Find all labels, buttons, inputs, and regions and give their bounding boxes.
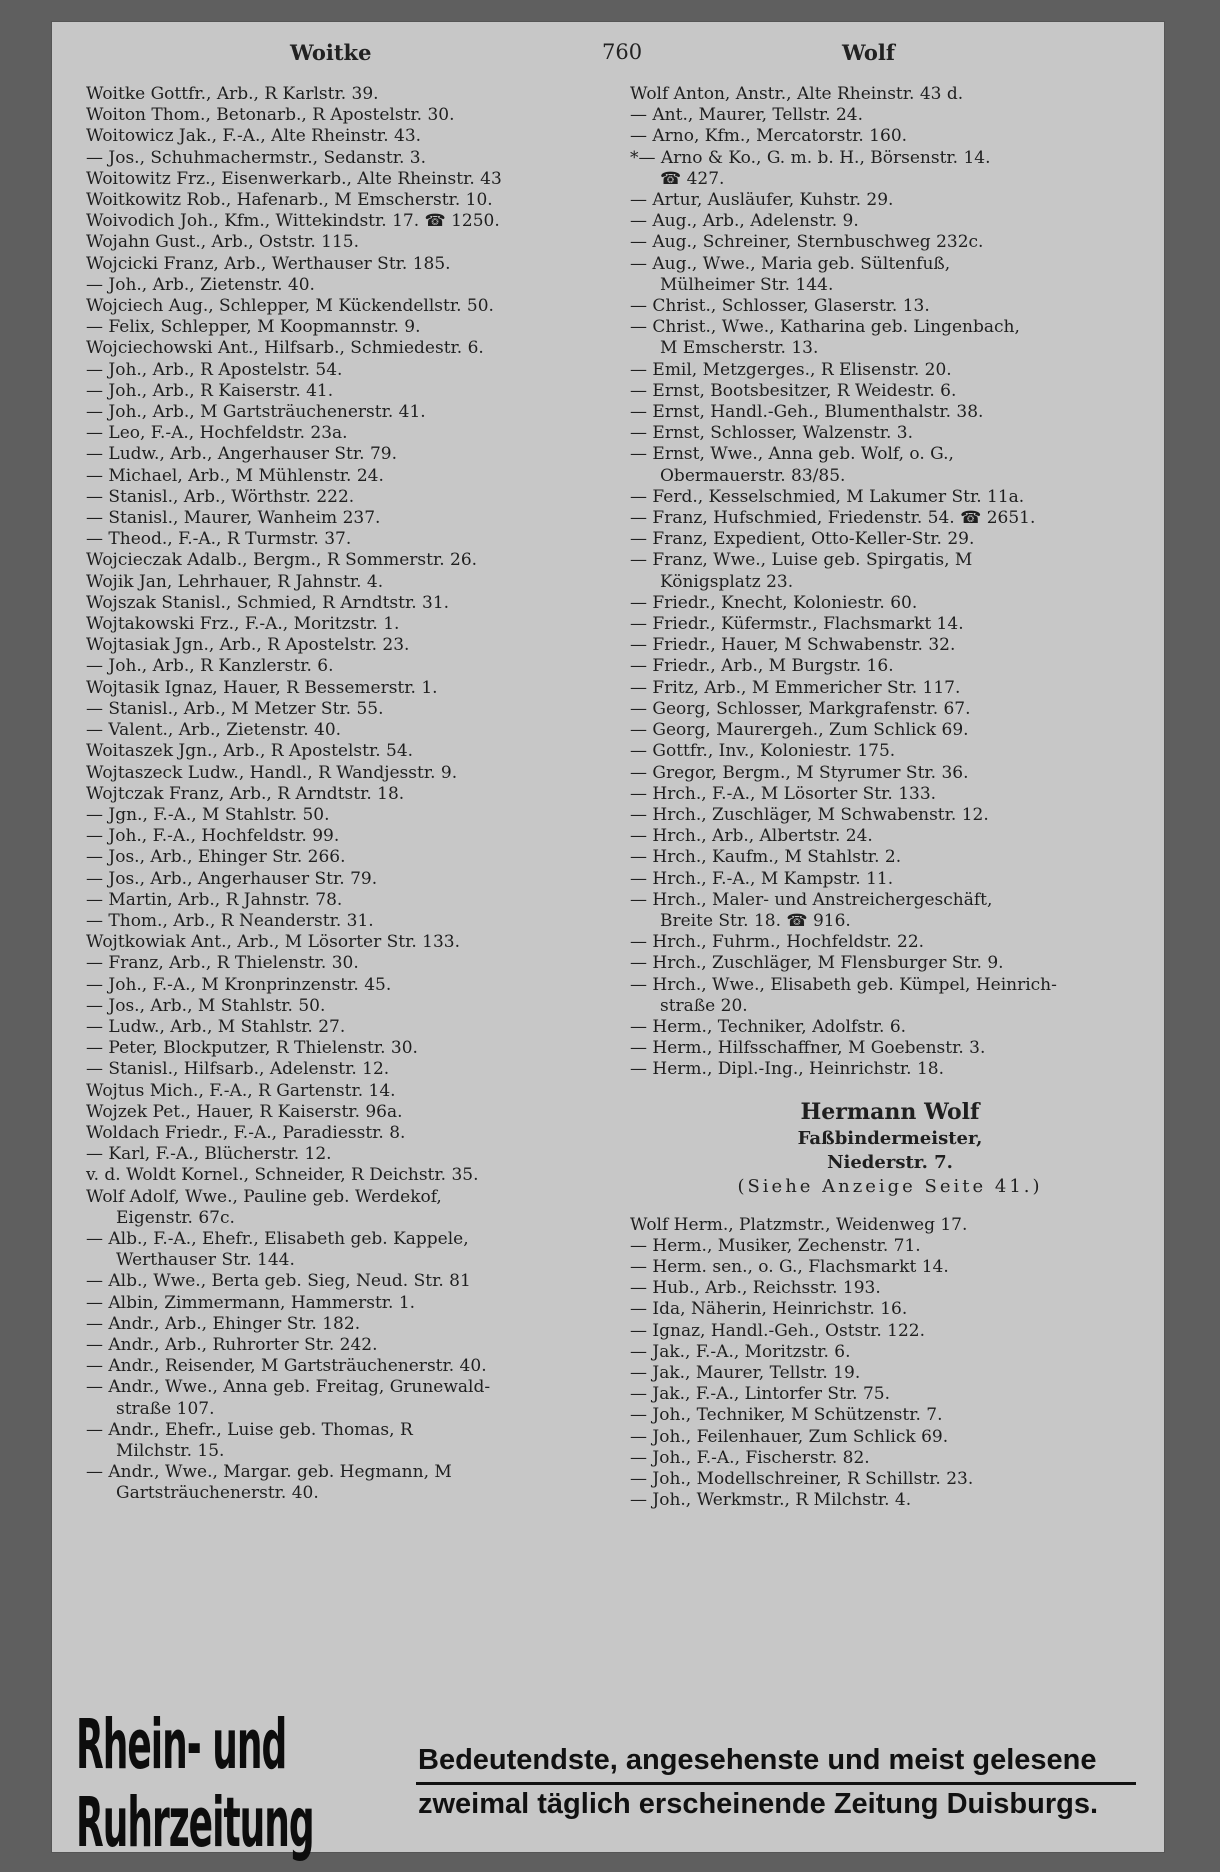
directory-entry: — Hrch., Kaufm., M Stahlstr. 2. [630,847,902,868]
directory-entry: — Herm., Musiker, Zechenstr. 71. [630,1235,921,1256]
directory-entry: — Friedr., Hauer, M Schwabenstr. 32. [630,635,956,656]
directory-entry: — Herm., Techniker, Adolfstr. 6. [630,1016,907,1037]
directory-entry: — Joh., Arb., M Gartsträuchenerstr. 41. [86,402,426,423]
directory-entry: — Hrch., Arb., Albertstr. 24. [630,826,873,847]
directory-entry: — Gottfr., Inv., Koloniestr. 175. [630,741,896,762]
directory-entry: — Gregor, Bergm., M Styrumer Str. 36. [630,762,969,783]
directory-entry: — Stanisl., Arb., Wörthstr. 222. [86,486,355,507]
directory-entry: — Ernst, Schlosser, Walzenstr. 3. [630,423,913,444]
directory-entry: — Hrch., Wwe., Elisabeth geb. Kümpel, Heinrich- [630,974,1057,995]
ad-note: (Siehe Anzeige Seite 41.) [737,1175,1043,1197]
directory-entry: — Fritz, Arb., M Emmericher Str. 117. [630,677,961,698]
directory-entry: — Hrch., Fuhrm., Hochfeldstr. 22. [630,932,925,953]
directory-entry: — Aug., Schreiner, Sternbuschweg 232c. [630,232,984,253]
directory-entry: — Artur, Ausläufer, Kuhstr. 29. [630,190,894,211]
directory-entry: — Joh., Modellschreiner, R Schillstr. 23. [630,1468,974,1489]
newspaper-banner-ad [70,1707,1150,1863]
directory-entry: — Christ., Wwe., Katharina geb. Lingenbach, [630,317,1020,338]
directory-entry: Woldach Friedr., F.-A., Paradiesstr. 8. [86,1122,406,1143]
directory-entry: — Peter, Blockputzer, R Thielenstr. 30. [86,1038,418,1059]
directory-entry: Wojtasiak Jgn., Arb., R Apostelstr. 23. [86,635,410,656]
directory-entry: — Andr., Reisender, M Gartsträuchenerstr. 40. [86,1356,487,1377]
directory-entry: — Jos., Arb., Angerhauser Str. 79. [86,868,378,889]
directory-entry: — Georg, Schlosser, Markgrafenstr. 67. [630,698,971,719]
header-right-keyword: Wolf [842,40,895,65]
directory-entry: — Alb., Wwe., Berta geb. Sieg, Neud. Str. 81 [86,1271,471,1292]
directory-entry: — Michael, Arb., M Mühlenstr. 24. [86,465,384,486]
directory-entry: Gartsträuchenerstr. 40. [116,1483,319,1504]
banner-rule [416,1782,1136,1785]
directory-entry: — Andr., Wwe., Margar. geb. Hegmann, M [86,1462,452,1483]
directory-entry: Woivodich Joh., Kfm., Wittekindstr. 17. ☎ 1250. [86,211,500,232]
directory-entry: — Ernst, Wwe., Anna geb. Wolf, o. G., [630,444,954,465]
left-column [86,84,606,1505]
directory-entry: — Emil, Metzgerges., R Elisenstr. 20. [630,359,952,380]
directory-entry: — Ignaz, Handl.-Geh., Oststr. 122. [630,1320,925,1341]
directory-entry: Wojtasik Ignaz, Hauer, R Bessemerstr. 1. [86,677,438,698]
directory-entry: — Hrch., F.-A., M Lösorter Str. 133. [630,783,937,804]
directory-entry: Wojcieczak Adalb., Bergm., R Sommerstr. 26. [86,550,478,571]
directory-entry: — Joh., Feilenhauer, Zum Schlick 69. [630,1426,949,1447]
directory-entry: Wolf Adolf, Wwe., Pauline geb. Werdekof, [86,1186,442,1207]
directory-entry: Woitowitz Frz., Eisenwerkarb., Alte Rheinstr. 43 [86,168,502,189]
banner-line-1: Bedeutendste, angesehenste und meist gelesene [418,1744,1097,1776]
directory-entry: — Herm., Dipl.-Ing., Heinrichstr. 18. [630,1059,945,1080]
ad-trade: Faßbindermeister, [797,1127,983,1149]
directory-entry: Breite Str. 18. ☎ 916. [660,910,851,931]
directory-entry: — Karl, F.-A., Blücherstr. 12. [86,1144,332,1165]
directory-entry: Wojahn Gust., Arb., Oststr. 115. [86,232,360,253]
advertisement-hermann-wolf [630,1097,1150,1199]
directory-entry: — Andr., Arb., Ehinger Str. 182. [86,1313,361,1334]
directory-entry: — Theod., F.-A., R Turmstr. 37. [86,529,352,550]
right-column [630,84,1150,1511]
right-column-bottom-entries [630,1215,1150,1512]
directory-entry: — Jak., F.-A., Lintorfer Str. 75. [630,1384,890,1405]
directory-entry: Wojtaszeck Ludw., Handl., R Wandjesstr. 9. [86,762,458,783]
directory-entry: — Martin, Arb., R Jahnstr. 78. [86,889,343,910]
directory-entry: — Joh., F.-A., M Kronprinzenstr. 45. [86,974,392,995]
directory-entry: — Andr., Wwe., Anna geb. Freitag, Grunewald- [86,1377,491,1398]
directory-entry: Wojtakowski Frz., F.-A., Moritzstr. 1. [86,614,400,635]
directory-entry: Obermauerstr. 83/85. [660,465,846,486]
directory-entry: — Franz, Expedient, Otto-Keller-Str. 29. [630,529,975,550]
directory-entry: — Andr., Arb., Ruhrorter Str. 242. [86,1334,378,1355]
directory-entry: Wojik Jan, Lehrhauer, R Jahnstr. 4. [86,571,384,592]
directory-entry: — Albin, Zimmermann, Hammerstr. 1. [86,1292,416,1313]
directory-entry: — Felix, Schlepper, M Koopmannstr. 9. [86,317,421,338]
directory-entry: — Joh., Arb., R Kanzlerstr. 6. [86,656,334,677]
directory-entry: — Ant., Maurer, Tellstr. 24. [630,105,864,126]
right-column-top-entries [630,84,1150,1081]
header-left-keyword: Woitke [290,40,372,65]
directory-entry: — Herm. sen., o. G., Flachsmarkt 14. [630,1256,949,1277]
directory-entry: Woitke Gottfr., Arb., R Karlstr. 39. [86,84,379,104]
directory-entry: — Valent., Arb., Zietenstr. 40. [86,720,342,741]
directory-entry: straße 20. [660,995,748,1016]
directory-entry: — Joh., F.-A., Hochfeldstr. 99. [86,826,340,847]
directory-entry: — Stanisl., Arb., M Metzer Str. 55. [86,698,384,719]
directory-entry: Wojzek Pet., Hauer, R Kaiserstr. 96a. [86,1101,403,1122]
directory-entry: — Ludw., Arb., Angerhauser Str. 79. [86,444,397,465]
directory-entry: Wojciechowski Ant., Hilfsarb., Schmiedestr. 6. [86,338,484,359]
directory-entry: Woitkowitz Rob., Hafenarb., M Emscherstr. 10. [86,190,493,211]
directory-entry: Wojszak Stanisl., Schmied, R Arndtstr. 31. [86,592,450,613]
directory-entry: Wojtczak Franz, Arb., R Arndtstr. 18. [86,783,405,804]
directory-entry: Milchstr. 15. [116,1441,225,1461]
directory-entry: — Alb., F.-A., Ehefr., Elisabeth geb. Kappele, [86,1228,469,1249]
directory-entry: Wolf Herm., Platzmstr., Weidenweg 17. [630,1214,968,1235]
directory-entry: — Joh., Arb., R Apostelstr. 54. [86,359,343,380]
directory-entry: — Joh., Arb., R Kaiserstr. 41. [86,380,334,401]
directory-entry: — Joh., Techniker, M Schützenstr. 7. [630,1405,943,1426]
directory-entry: Wojciech Aug., Schlepper, M Kückendellstr. 50. [86,296,494,317]
directory-entry: — Friedr., Küfermstr., Flachsmarkt 14. [630,614,964,635]
directory-entry: v. d. Woldt Kornel., Schneider, R Deichstr. 35. [86,1165,479,1186]
directory-entry: Woitowicz Jak., F.-A., Alte Rheinstr. 43. [86,126,422,147]
directory-entry: — Hrch., F.-A., M Kampstr. 11. [630,868,894,889]
directory-entry: — Ernst, Bootsbesitzer, R Weidestr. 6. [630,380,957,401]
directory-entry: — Hrch., Zuschläger, M Schwabenstr. 12. [630,804,989,825]
directory-entry: Mülheimer Str. 144. [660,274,834,295]
directory-entry: — Friedr., Knecht, Koloniestr. 60. [630,592,918,613]
directory-entry: — Friedr., Arb., M Burgstr. 16. [630,656,894,677]
directory-entry: — Jak., Maurer, Tellstr. 19. [630,1362,861,1383]
directory-entry: — Jos., Arb., Ehinger Str. 266. [86,847,346,868]
directory-entry: M Emscherstr. 13. [660,338,819,359]
banner-line-2: zweimal täglich erscheinende Zeitung Duisburgs. [418,1788,1099,1820]
directory-entry: — Franz, Hufschmied, Friedenstr. 54. ☎ 2651. [630,508,1036,529]
directory-entry: — Andr., Ehefr., Luise geb. Thomas, R [86,1419,413,1440]
directory-entry: — Stanisl., Maurer, Wanheim 237. [86,508,381,529]
directory-entry: — Joh., Arb., Zietenstr. 40. [86,274,315,295]
directory-entry: — Joh., F.-A., Fischerstr. 82. [630,1447,870,1468]
directory-entry: Wolf Anton, Anstr., Alte Rheinstr. 43 d. [630,84,964,104]
directory-entry: — Hrch., Maler- und Anstreichergeschäft, [630,889,993,910]
directory-entry: — Christ., Schlosser, Glaserstr. 13. [630,296,930,317]
directory-entry: — Stanisl., Hilfsarb., Adelenstr. 12. [86,1059,390,1080]
directory-entry: ☎ 427. [660,168,725,189]
directory-entry: — Herm., Hilfsschaffner, M Goebenstr. 3. [630,1038,986,1059]
directory-entry: — Aug., Wwe., Maria geb. Sültenfuß, [630,253,951,274]
directory-entry: Eigenstr. 67c. [116,1207,235,1228]
page-number: 760 [602,40,643,64]
directory-entry: Königsplatz 23. [660,571,794,592]
directory-entry: Woiton Thom., Betonarb., R Apostelstr. 30. [86,105,455,126]
directory-entry: — Jos., Arb., M Stahlstr. 50. [86,995,326,1016]
directory-page [52,22,1164,1863]
directory-entry: — Ida, Näherin, Heinrichstr. 16. [630,1299,908,1320]
directory-entry: — Ferd., Kesselschmied, M Lakumer Str. 11a. [630,486,1025,507]
directory-entry: — Aug., Arb., Adelenstr. 9. [630,211,859,232]
ad-street: Niederstr. 7. [827,1151,953,1173]
directory-entry: — Ernst, Handl.-Geh., Blumenthalstr. 38. [630,402,984,423]
directory-entry: — Hub., Arb., Reichsstr. 193. [630,1278,881,1299]
directory-entry: — Leo, F.-A., Hochfeldstr. 23a. [86,423,348,444]
directory-entry: — Hrch., Zuschläger, M Flensburger Str. 9. [630,953,1004,974]
directory-entry: Werthauser Str. 144. [116,1250,295,1271]
directory-entry: — Arno, Kfm., Mercatorstr. 160. [630,126,908,147]
directory-entry: Wojtus Mich., F.-A., R Gartenstr. 14. [86,1080,396,1101]
directory-entry: — Jos., Schuhmachermstr., Sedanstr. 3. [86,147,426,168]
directory-entry: — Franz, Wwe., Luise geb. Spirgatis, M [630,550,973,571]
directory-entry: — Jgn., F.-A., M Stahlstr. 50. [86,804,330,825]
directory-entry: Woitaszek Jgn., Arb., R Apostelstr. 54. [86,741,414,762]
ad-name: Hermann Wolf [800,1098,980,1125]
directory-entry: Wojcicki Franz, Arb., Werthauser Str. 185. [86,253,451,274]
directory-entry: — Jak., F.-A., Moritzstr. 6. [630,1341,851,1362]
directory-entry: — Georg, Maurergeh., Zum Schlick 69. [630,720,969,741]
banner-title: Rhein- und Ruhrzeitung [76,1707,314,1863]
directory-entry: — Thom., Arb., R Neanderstr. 31. [86,910,374,931]
directory-entry: — Ludw., Arb., M Stahlstr. 27. [86,1016,346,1037]
directory-entry: Wojtkowiak Ant., Arb., M Lösorter Str. 133. [86,932,461,953]
directory-entry: — Franz, Arb., R Thielenstr. 30. [86,953,359,974]
directory-entry: *— Arno & Ko., G. m. b. H., Börsenstr. 14. [630,147,991,168]
directory-entry: — Joh., Werkmstr., R Milchstr. 4. [630,1490,912,1511]
directory-entry: straße 107. [116,1398,215,1419]
